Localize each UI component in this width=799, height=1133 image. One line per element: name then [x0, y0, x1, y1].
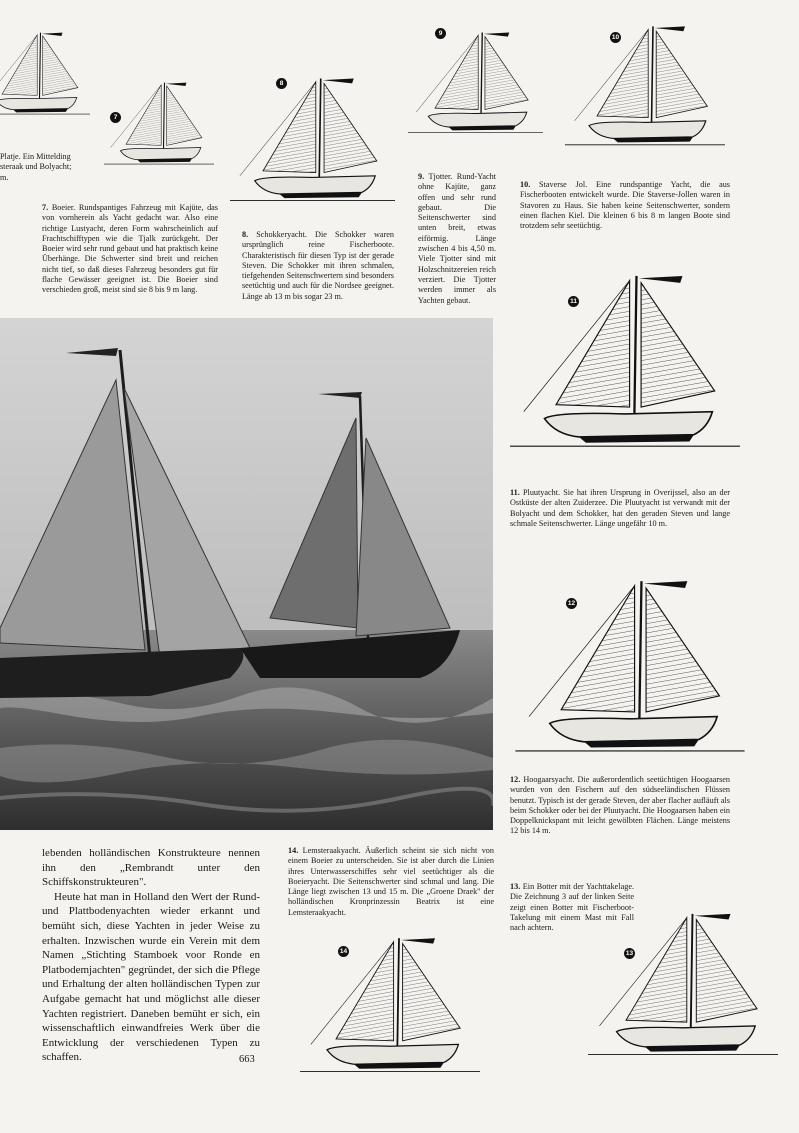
caption-8-number: 8. [242, 230, 249, 239]
caption-12-text: Hoogaarsyacht. Die außerordentlich seetüchtigen Hoogaarsen wurden von den Fischern auf den südseeländischen Flüssen benutzt. Typisch ist der gerade Steven, der aber flacher aufläuft als beim Schokker oder bei der Pluutyacht. Die Hoogaarsen haben ein Doppelknickspant mit leicht gewölbten Flächen. Länge meistens 12 bis 14 m. [510, 775, 730, 836]
caption-14-text: Lemsteraakyacht. Äußerlich scheint sie sich nicht von einem Boeier zu unterscheiden. Sie ist aber durch die Linien ihres Unterwasserschiffes sehr viel seetüchtiger als die Boeieryacht. Die Seitenschwerter sind schmal und lang. Die Länge liegt zwischen 13 und 15 m. Die „Groene Draek" der holländischen Kronprinzessin Beatrix ist eine Lemsteraakyacht. [288, 846, 494, 917]
body-text [42, 846, 260, 1065]
boat-drawing-11 [510, 262, 740, 467]
marker-12: 12 [567, 600, 576, 607]
caption-12-number: 12. [510, 775, 521, 784]
caption-14-number: 14. [288, 846, 299, 855]
caption-13 [510, 882, 634, 933]
caption-10-text: Staverse Jol. Eine rundspantige Yacht, die aus Fischerbooten entwickelt wurde. Die Staverse-Jollen waren in Stavoren zu Haus. Sie haben keine Seitenschwerter, sondern einen flachen Kiel. Die kleinen 6 bis 8 m langen Boote sind trotzdem sehr seetüchtig. [520, 180, 730, 231]
body-paragraph: lebenden holländischen Konstrukteure nennen ihn den „Rembrandt unter den Schiffskonstrukteuren". [42, 847, 260, 889]
caption-13-number: 13. [510, 882, 521, 891]
page-number: 663 [239, 1054, 255, 1065]
boat-drawing-6 [0, 10, 90, 140]
sailing-photograph [0, 318, 493, 830]
body-paragraph: Heute hat man in Holland den Wert der Rund- und Plattbodenyachten wieder erkannt und bemüht sich, diese Yachten in jeder Weise zu erhalten. Inzwischen wurde ein Verein mit dem Namen „Stichting Stamboek voor Ronde en Platbodemjachten" gegründet, der sich die Pflege und Erhaltung der alten holländischen Typen zur Aufgabe gemacht hat und möglichst alle dieser Yachten registriert. Daneben bemüht er sich, ein wissenschaftlich einwandfreies Werk über die Entwicklung der verschiedenen Typen zu schaffen. [42, 890, 260, 1064]
caption-11 [510, 488, 730, 529]
boat-drawing-14 [300, 925, 480, 1090]
marker-8: 8 [276, 78, 287, 89]
marker-13: 13 [625, 950, 634, 957]
marker-7: 7 [110, 112, 121, 123]
caption-11-number: 11. [510, 488, 520, 497]
boat-drawing-7 [104, 55, 214, 195]
caption-11-text: Pluutyacht. Sie hat ihren Ursprung in Overijssel, also an der Ostküste der alten Zuiderzee. Die Pluutyacht ist verwandt mit der Bolyacht und dem Schokker, hat den geraden Steven und lange schmale Seitenschwerter. Länge ungefähr 10 m. [510, 488, 730, 528]
boat-drawing-12 [510, 572, 750, 767]
caption-7-text: Boeier. Rundspantiges Fahrzeug mit Kajüte, das von vornherein als Yacht gedacht war. Also eine richtige Lustyacht, deren Form wahrscheinlich auf Frachtschifftypen wie die Tjalk zurückgeht. Der Boeier wird sehr rund gebaut und hat praktisch keine Überhänge. Die Schwerter sind breit und reichen nicht tief, so daß dieses Fahrzeug besonders gut für flache Gewässer geeignet ist. Die Boeier sind verschieden groß, meist sind sie 8 bis 9 m lang. [42, 203, 218, 295]
caption-8-text: Schokkeryacht. Die Schokker waren ursprünglich reine Fischerboote. Charakteristisch für diesen Typ ist der gerade Steven. Die Schokker mit ihren schmalen, tiefgehenden Seitenschwertern sind besonders seetüchtig und auch für die Nordsee geeignet. Länge ab 13 m bis sogar 23 m. [242, 230, 394, 301]
caption-10-number: 10. [520, 180, 531, 189]
caption-9-number: 9. [418, 172, 425, 181]
boat-drawing-8 [230, 62, 395, 222]
marker-10: 10 [611, 34, 620, 41]
boat-drawing-9 [408, 2, 543, 167]
caption-8 [242, 230, 394, 302]
marker-11: 11 [568, 296, 579, 307]
boat-drawing-10 [565, 8, 725, 168]
caption-9-text: Tjotter. Rund-Yacht ohne Kajüte, ganz offen und sehr rund gebaut. Die Seitenschwerter sind unten breit, etwas eiförmig. Länge zwischen 4 bis 4,50 m. Viele Tjotter sind mit Holzschnitzereien reich verziert. Die Tjotter werden immer als Yachten gebaut. [418, 172, 496, 305]
caption-6: Platje. Ein Mittelding steraak und Bolyacht; m. [0, 152, 72, 182]
caption-13-text: Ein Botter mit der Yachttakelage. Die Zeichnung 3 auf der linken Seite zeigt einen Botter mit Fischerboot-Takelung mit einem Mast mit Fall nach achtern. [510, 882, 634, 933]
caption-7 [42, 203, 218, 296]
caption-14 [288, 846, 494, 918]
caption-7-number: 7. [42, 203, 49, 212]
caption-12 [510, 775, 730, 837]
caption-9 [418, 172, 496, 306]
marker-9: 9 [435, 28, 446, 39]
caption-10 [520, 180, 730, 231]
marker-14: 14 [339, 948, 348, 955]
